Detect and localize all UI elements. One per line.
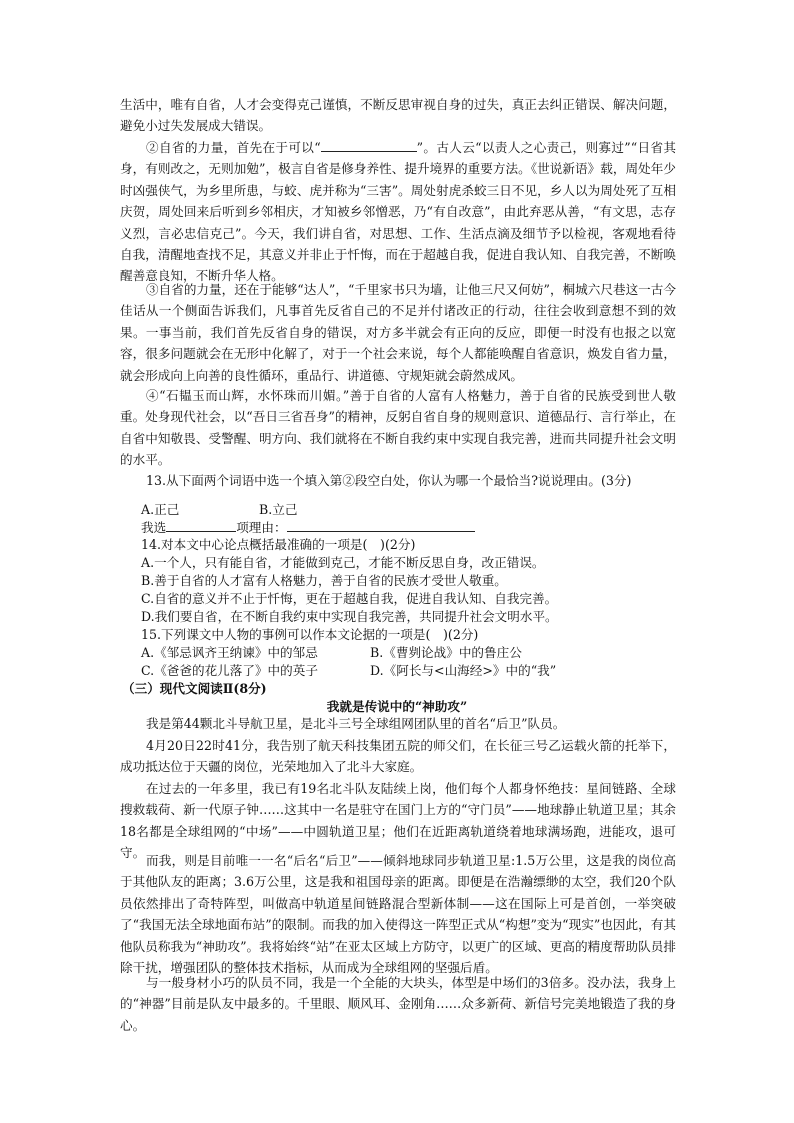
story-paragraph-3: 在过去的一年多里，我已有19名北斗队友陆续上岗，他们每个人都身怀绝技：星间链路、全球搜救载荷、新一代原子钟……这其中一名是驻守在国门上方的“守门员”——地球静止轨道卫星；其余18名都是全球组网的“中场”——中圆轨道卫星；他们在近距离轨道绕着地球满场跑，进能攻，退可守。 xyxy=(120,781,676,861)
q14-option-a: A.一个人，只有能自省，才能做到克己，才能不断反思自身，改正错误。 xyxy=(141,555,545,570)
essay-p2-body: ”。古人云“以责人之心责己，则寡过”“日省其身，有则改之，无则加勉”，极言自省是修身养性、提升境界的重要方法。《世说新语》载，周处年少时凶强侠气，为乡里所患，与蛟、虎并称为“三害”。周处射虎杀蛟三日不见，乡人以为周处死了互相庆贺，周处回来后听到乡邻相庆，才知被乡邻憎恶，乃“有自改意”，由此弃恶从善，“有文思，志存义烈，言必忠信克己”。今天，我们讲自省，对思想、工作、生活点滴及细节予以检视，客观地看待自我，清醒地查找不足，其意义并非止于忏悔，而在于超越自我，促进自我认知、自我完善，不断唤醒善意良知，不断升华人格。 xyxy=(120,140,676,284)
question-13-stem: 13.从下面两个词语中选一个填入第②段空白处，你认为哪一个最恰当?说说理由。(3分) xyxy=(146,473,632,488)
essay-p2-lead: ②自省的力量，首先在于可以“ xyxy=(146,140,321,155)
essay-paragraph-3: ③自省的力量，还在于能够“达人”，“千里家书只为墙，让他三尺又何妨”，桐城六尺巷这一古今佳话从一个侧面告诉我们，凡事首先反省自己的不足并付诸改正的行动，往往会收到意想不到的效果。一事当前，我们首先反省自身的错误，对方多半就会有正向的反应，即便一时没有也报之以宽容，很多问题就会在无形中化解了，对于一个社会来说，每个人都能唤醒自省意识，焕发自省力量，就会形成向上向善的良性循环，重品行、讲道德、守规矩就会蔚然成风。 xyxy=(120,282,676,383)
q15-option-a: A.《邹忌讽齐王纳谏》中的邹忌 xyxy=(141,645,318,660)
essay-paragraph-2 xyxy=(120,137,676,287)
question-15-stem: 15.下列课文中人物的事例可以作本文论据的一项是( )(2分) xyxy=(141,627,479,642)
q13-option-a: A.正己 xyxy=(141,502,180,517)
q13-choose-label: 我选 xyxy=(141,520,167,535)
story-paragraph-2: 4月20日22时41分，我告别了航天科技集团五院的师父们，在长征三号乙运载火箭的托举下，成功抵达位于天疆的岗位，光荣地加入了北斗大家庭。 xyxy=(120,738,676,775)
q13-reason-blank xyxy=(287,517,475,532)
question-14-stem: 14.对本文中心论点概括最准确的一项是( )(2分) xyxy=(141,537,416,552)
section-heading: （三）现代文阅读Ⅱ(8分) xyxy=(122,681,267,696)
q13-reason-label: 项理由： xyxy=(236,520,287,535)
article-title: 我就是传说中的“神助攻” xyxy=(326,699,468,714)
q13-option-b: B.立己 xyxy=(259,502,298,517)
story-paragraph-5: 与一般身材小巧的队员不同，我是一个全能的大块头，体型是中场们的3倍多。没办法，我身上的“神器”目前是队友中最多的。千里眼、顺风耳、金刚角……众多新荷、新信号完美地锻造了我的身心。 xyxy=(120,975,676,1033)
story-paragraph-4: 而我，则是目前唯一一名“后名“后卫”——倾斜地球同步轨道卫星:1.5万公里，这是我的岗位高于其他队友的距离；3.6万公里，这是我和祖国母亲的距离。即便是在浩瀚缥缈的太空，我们20个队员依然排出了奇特阵型，叫做高中轨道星间链路混合型新体制——这在国际上可是首创，一举突破了“我国无法全球地面布站”的限制。而我的加入使得这一阵型正式从“构想”变为“现实”也因此，有其他队员称我为“神助攻”。我将始终“站”在亚太区域上方防守，以更广的区域、更高的精度帮助队员排除干扰，增强团队的整体技术指标，从而成为全球组网的坚强后盾。 xyxy=(120,853,676,976)
q15-option-b: B.《曹刿论战》中的鲁庄公 xyxy=(370,645,522,660)
essay-paragraph-intro: 生活中，唯有自省，人才会变得克己谨慎，不断反思审视自身的过失，真正去纠正错误、解决问题，避免小过失发展成大错误。 xyxy=(120,97,676,134)
story-paragraph-1: 我是第44颗北斗导航卫星，是北斗三号全球组网团队里的首名“后卫”队员。 xyxy=(146,716,566,731)
q14-option-c: C.自省的意义并不止于忏悔，更在于超越自我，促进自我认知、自我完善。 xyxy=(141,591,558,606)
q15-option-d: D.《阿长与<山海经>》中的“我” xyxy=(370,663,557,678)
q14-option-b: B.善于自省的人才富有人格魅力，善于自省的民族才受世人敬重。 xyxy=(141,573,507,588)
q15-option-c: C.《爸爸的花儿落了》中的英子 xyxy=(141,663,318,678)
essay-paragraph-4: ④“石韫玉而山辉，水怀珠而川媚。”善于自省的人富有人格魅力，善于自省的民族受到世人敬重。处身现代社会，以“吾日三省吾身”的精神，反躬自省自身的规则意识、道德品行、言行举止，在自省中知敬畏、受警醒、明方向、我们就将在不断自我约束中实现自我完善，进而共同提升社会文明的水平。 xyxy=(120,388,676,468)
q13-choice-blank xyxy=(166,517,236,532)
q14-option-d: D.我们要自省，在不断自我约束中实现自我完善，共同提升社会文明水平。 xyxy=(141,609,558,624)
fill-blank xyxy=(321,137,417,152)
